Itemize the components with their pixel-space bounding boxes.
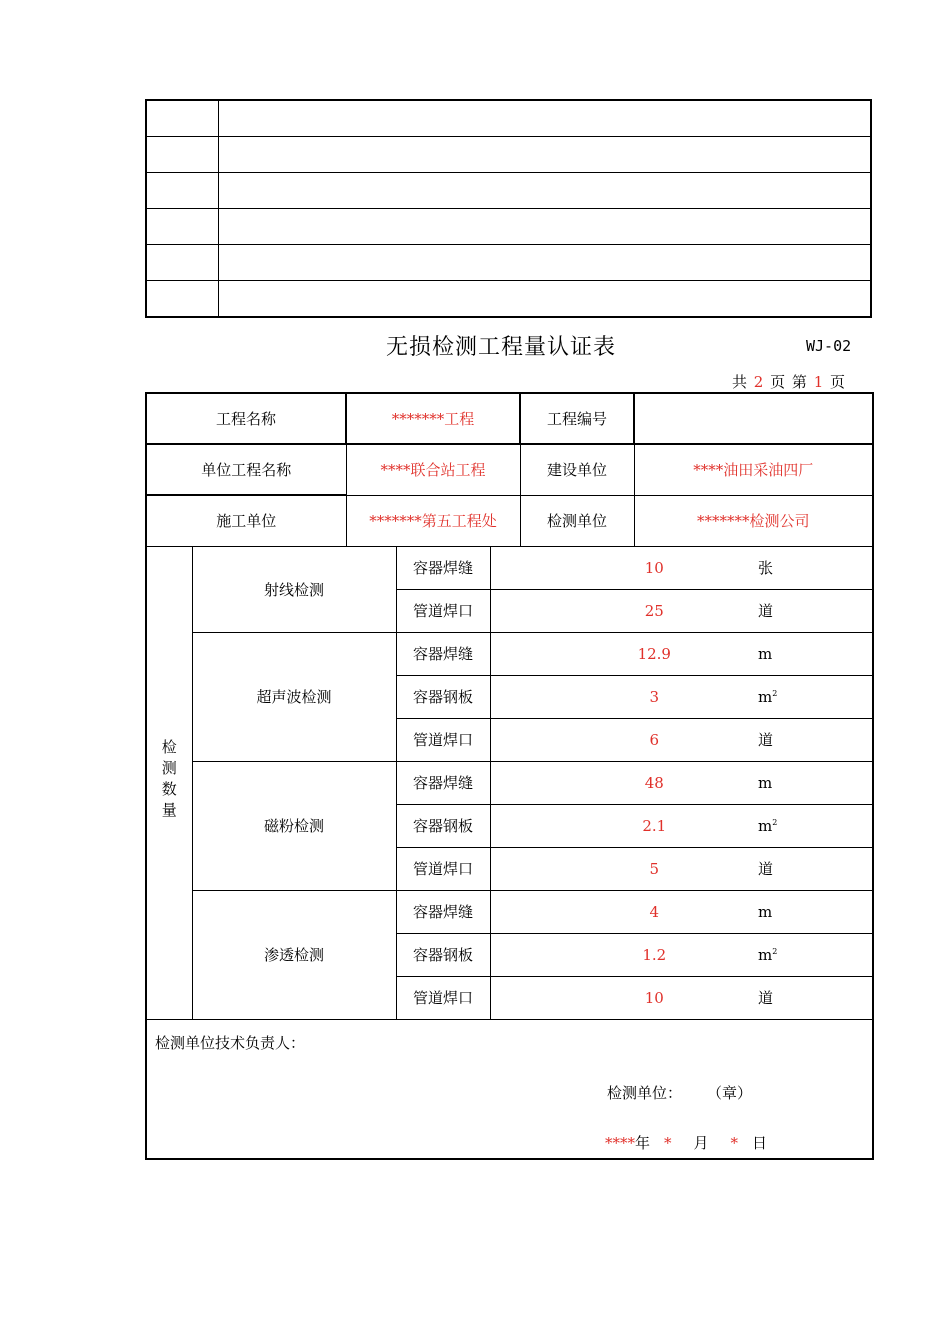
item-name: 容器焊缝 [396, 761, 490, 804]
quantity-unit [758, 933, 873, 976]
table-row [146, 632, 873, 675]
quantity-value: 25 [490, 589, 758, 632]
item-name: 容器钢板 [396, 933, 490, 976]
signature-area [146, 1019, 873, 1159]
quantity-value: 6 [490, 718, 758, 761]
project-name-label: 工程名称 [146, 393, 346, 444]
table-row [146, 890, 873, 933]
inspector-value: *******检测公司 [634, 495, 873, 546]
blank-cell [218, 209, 871, 245]
blank-cell [146, 137, 218, 173]
year-label: 年 [635, 1133, 651, 1152]
builder-label: 建设单位 [520, 444, 634, 495]
project-name-value: *******工程 [346, 393, 520, 444]
method-name: 磁粉检测 [192, 761, 396, 890]
quantity-unit [758, 761, 873, 804]
unit-text: m [758, 687, 773, 706]
item-name: 容器焊缝 [396, 890, 490, 933]
blank-row [146, 245, 871, 281]
quantity-value: 5 [490, 847, 758, 890]
table-row [146, 761, 873, 804]
page-indicator [732, 371, 847, 392]
quantity-value: 2.1 [490, 804, 758, 847]
unit-project-value: ****联合站工程 [346, 444, 520, 495]
unit-text: 道 [758, 731, 774, 749]
blank-row [146, 137, 871, 173]
day-value: * [730, 1133, 739, 1152]
unit-text: m [758, 945, 773, 964]
unit-text: 张 [758, 559, 774, 577]
unit-superscript: 2 [772, 946, 778, 956]
unit-text: m [758, 902, 773, 921]
project-no-label: 工程编号 [520, 393, 634, 444]
total-pages: 2 [753, 373, 764, 391]
quantity-unit [758, 976, 873, 1019]
quantity-value: 48 [490, 761, 758, 804]
blank-row [146, 281, 871, 318]
blank-grid-table [145, 99, 872, 318]
blank-row [146, 173, 871, 209]
blank-cell [218, 100, 871, 137]
section-label-text: 检测数量 [159, 738, 178, 823]
unit-text: m [758, 773, 773, 792]
quantity-unit [758, 546, 873, 589]
blank-cell [218, 137, 871, 173]
inspector-label: 检测单位 [520, 495, 634, 546]
method-name: 超声波检测 [192, 632, 396, 761]
unit-text: 道 [758, 989, 774, 1007]
certification-table [145, 392, 874, 1160]
item-name: 管道焊口 [396, 847, 490, 890]
unit-project-label: 单位工程名称 [146, 444, 346, 495]
form-code: WJ-02 [806, 337, 852, 355]
blank-cell [146, 245, 218, 281]
method-name: 渗透检测 [192, 890, 396, 1019]
day-label: 日 [752, 1133, 768, 1152]
unit-text: m [758, 644, 773, 663]
quantity-unit [758, 718, 873, 761]
quantity-unit [758, 804, 873, 847]
unit-text: 道 [758, 602, 774, 620]
seal-label: （章） [707, 1083, 753, 1102]
item-name: 容器钢板 [396, 675, 490, 718]
current-prefix: 第 [791, 373, 807, 391]
form-title: 无损检测工程量认证表 [386, 335, 617, 360]
blank-row [146, 100, 871, 137]
blank-cell [218, 245, 871, 281]
item-name: 管道焊口 [396, 589, 490, 632]
quantity-value: 12.9 [490, 632, 758, 675]
month-value: * [664, 1133, 672, 1152]
item-name: 容器焊缝 [396, 546, 490, 589]
item-name: 容器钢板 [396, 804, 490, 847]
blank-cell [218, 281, 871, 318]
blank-row [146, 209, 871, 245]
year-value: **** [605, 1133, 635, 1152]
page-word-2: 页 [830, 373, 846, 391]
blank-cell [146, 281, 218, 318]
blank-cell [146, 173, 218, 209]
unit-superscript: 2 [772, 817, 778, 827]
quantity-unit [758, 675, 873, 718]
blank-cell [146, 100, 218, 137]
section-label [146, 546, 192, 1019]
current-page: 1 [813, 373, 824, 391]
quantity-unit [758, 890, 873, 933]
quantity-value: 1.2 [490, 933, 758, 976]
item-name: 管道焊口 [396, 718, 490, 761]
unit-text: m [758, 816, 773, 835]
constructor-label: 施工单位 [146, 495, 346, 546]
page-word: 页 [770, 373, 786, 391]
item-name: 管道焊口 [396, 976, 490, 1019]
quantity-unit [758, 847, 873, 890]
quantity-value: 3 [490, 675, 758, 718]
unit-text: 道 [758, 860, 774, 878]
total-prefix: 共 [732, 373, 748, 391]
method-name: 射线检测 [192, 546, 396, 632]
unit-superscript: 2 [772, 688, 778, 698]
quantity-unit [758, 589, 873, 632]
date-line [605, 1132, 775, 1153]
quantity-value: 4 [490, 890, 758, 933]
builder-value: ****油田采油四厂 [634, 444, 873, 495]
quantity-unit [758, 632, 873, 675]
month-label: 月 [693, 1133, 709, 1152]
item-name: 容器焊缝 [396, 632, 490, 675]
quantity-value: 10 [490, 546, 758, 589]
project-no-value [634, 393, 873, 444]
quantity-value: 10 [490, 976, 758, 1019]
footer-row [146, 1019, 873, 1159]
table-row [146, 546, 873, 589]
responsible-label: 检测单位技术负责人： [155, 1033, 306, 1052]
blank-cell [218, 173, 871, 209]
blank-cell [146, 209, 218, 245]
constructor-value: *******第五工程处 [346, 495, 520, 546]
inspection-unit-label: 检测单位： [607, 1083, 683, 1102]
